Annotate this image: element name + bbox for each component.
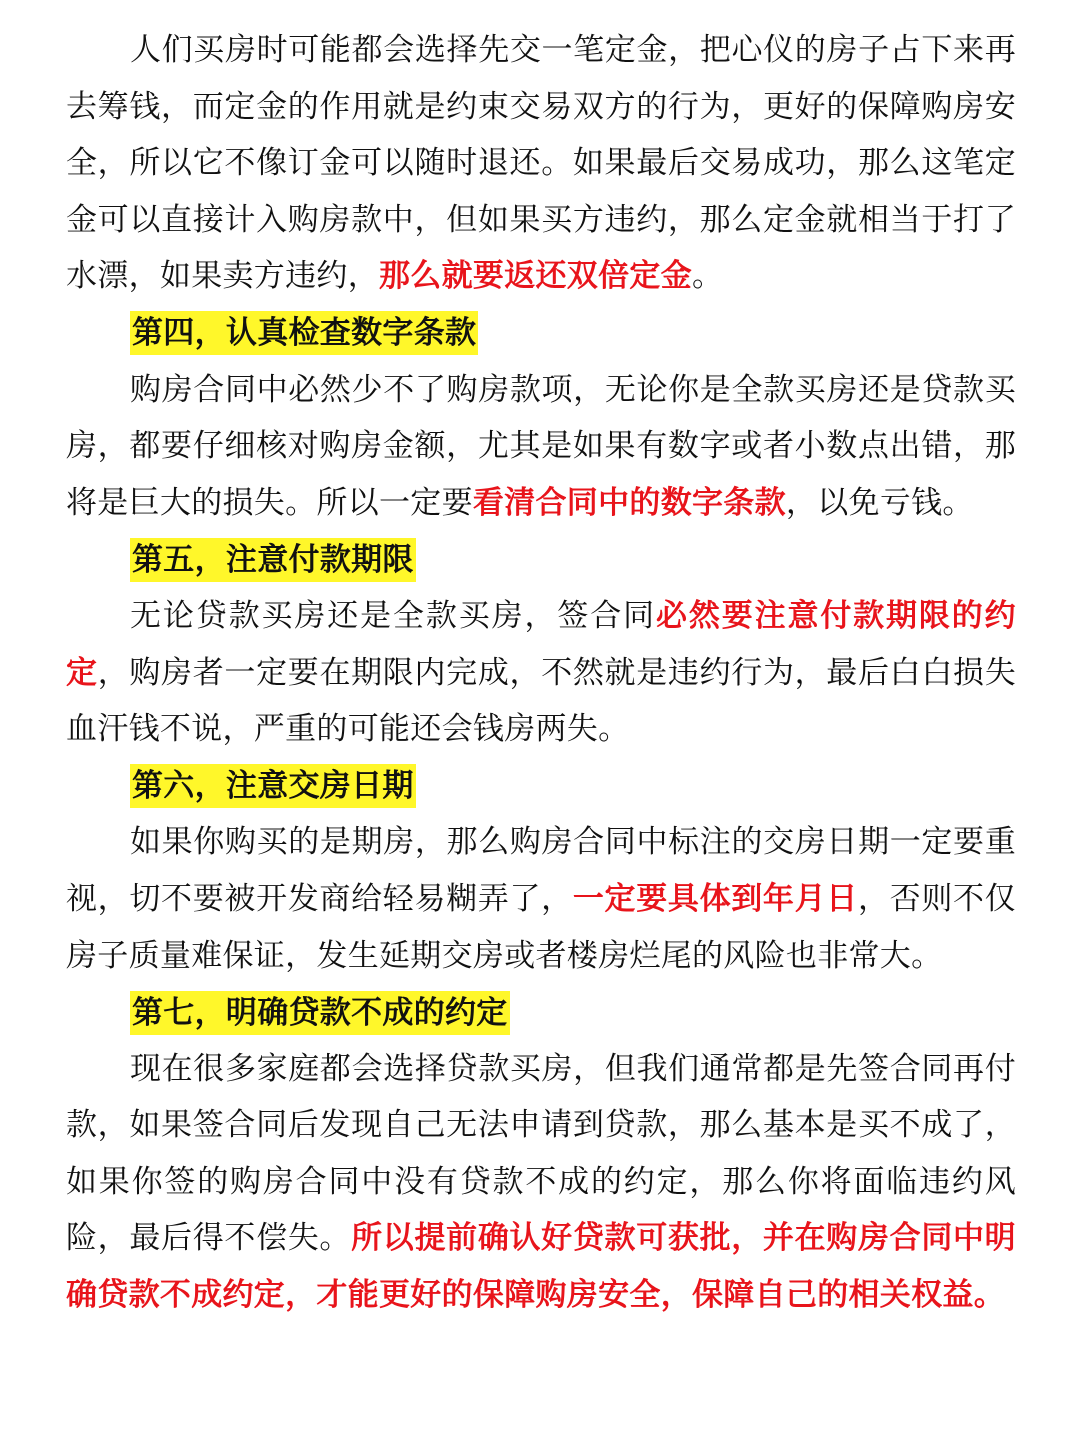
section-4-text: 购房合同中必然少不了购房款项，无论你是全款买房还是贷款买房，都要仔细核对购房金额，尤其是如果有数字或者小数点出错，那将是巨大的损失。所以一定要 [66, 371, 1016, 521]
intro-highlight: 那么就要返还双倍定金 [379, 258, 692, 295]
section-5-text: 无论贷款买房还是全款买房，签合同 [130, 597, 656, 634]
intro-text: 人们买房时可能都会选择先交一笔定金，把心仪的房子占下来再去筹钱，而定金的作用就是约束交易双方的行为，更好的保障购房安全，所以它不像订金可以随时退还。如果最后交易成功，那么这笔定金可以直接计入购房款中，但如果买方违约，那么定金就相当于打了水漂，如果卖方违约， [66, 32, 1016, 295]
section-7-paragraph [66, 1041, 1016, 1324]
section-5-heading: 第五，注意付款期限 [130, 538, 416, 582]
section-6-text-end: ，否则不仅房子质量难保证，发生延期交房或者楼房烂尾的风险也非常大。 [66, 880, 1016, 974]
section-4-highlight: 看清合同中的数字条款 [472, 484, 786, 521]
section-6-heading: 第六，注意交房日期 [130, 764, 416, 808]
section-4-paragraph [66, 362, 1016, 532]
section-7-heading: 第七，明确贷款不成的约定 [130, 991, 510, 1035]
section-5-heading-row [66, 531, 1016, 588]
section-4-text-end: ，以免亏钱。 [785, 484, 974, 521]
section-7-heading-row [66, 984, 1016, 1041]
section-5-text-end: ，购房者一定要在期限内完成，不然就是违约行为，最后白白损失血汗钱不说，严重的可能还会钱房两失。 [66, 654, 1016, 748]
intro-text-end: 。 [692, 258, 724, 295]
section-6-heading-row [66, 758, 1016, 815]
section-7-text: 现在很多家庭都会选择贷款买房，但我们通常都是先签合同再付款，如果签合同后发现自己无法申请到贷款，那么基本是买不成了，如果你签的购房合同中没有贷款不成的约定，那么你将面临违约风险，最后得不偿失。 [66, 1050, 1016, 1257]
section-6-highlight: 一定要具体到年月日 [572, 880, 858, 917]
section-5-highlight: 必然要注意付款期限的约定 [66, 597, 1016, 691]
article [66, 22, 1016, 1324]
section-5-paragraph [66, 588, 1016, 758]
section-4-heading-row [66, 305, 1016, 362]
section-7-highlight: 所以提前确认好贷款可获批，并在购房合同中明确贷款不成约定，才能更好的保障购房安全，保障自己的相关权益。 [66, 1220, 1016, 1314]
intro-paragraph [66, 22, 1016, 305]
section-6-text: 如果你购买的是期房，那么购房合同中标注的交房日期一定要重视，切不要被开发商给轻易糊弄了， [66, 824, 1016, 917]
section-6-paragraph [66, 814, 1016, 984]
section-4-heading: 第四，认真检查数字条款 [130, 311, 478, 355]
